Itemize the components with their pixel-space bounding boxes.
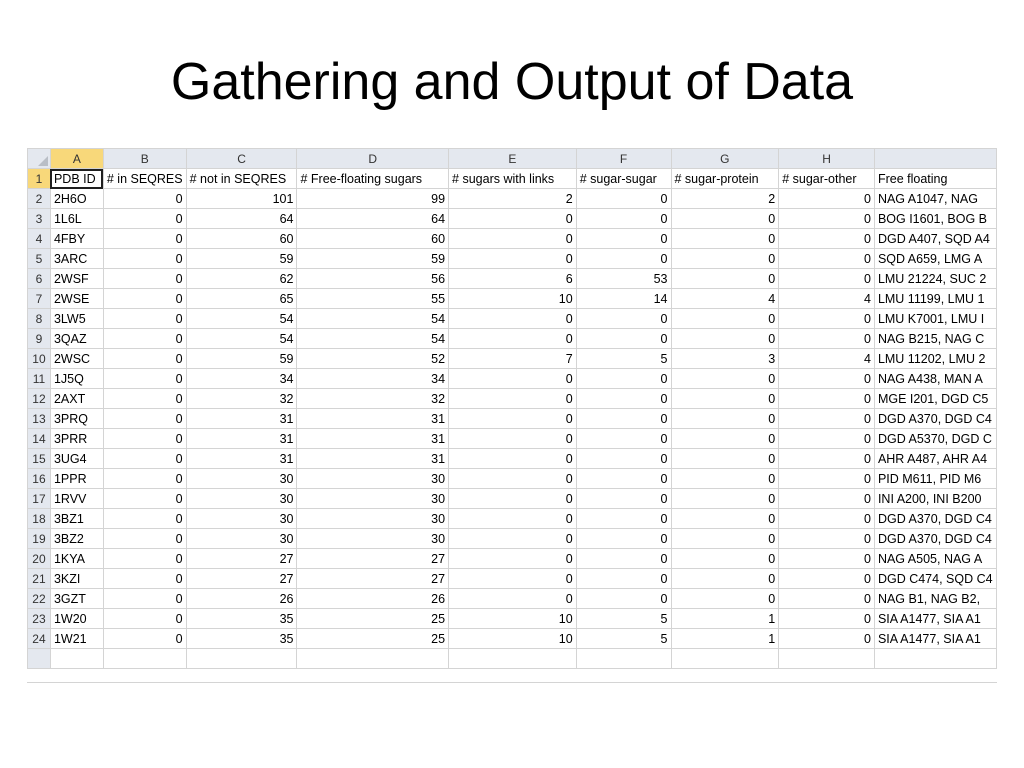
table-cell[interactable]: 0 [576, 509, 671, 529]
table-cell[interactable]: 0 [103, 429, 186, 449]
table-cell[interactable]: 0 [671, 489, 779, 509]
table-cell[interactable]: 0 [449, 509, 577, 529]
row-number-21[interactable]: 21 [28, 569, 51, 589]
table-row [28, 529, 997, 549]
table-cell[interactable]: 1J5Q [50, 369, 103, 389]
table-row [28, 609, 997, 629]
table-cell[interactable]: 0 [779, 509, 875, 529]
table-cell[interactable]: 64 [297, 209, 449, 229]
table-cell[interactable]: 1L6L [50, 209, 103, 229]
column-header-b[interactable]: B [103, 149, 186, 169]
row-number-4[interactable]: 4 [28, 229, 51, 249]
row-number-20[interactable]: 20 [28, 549, 51, 569]
table-cell[interactable]: 30 [297, 489, 449, 509]
table-cell[interactable]: 0 [103, 449, 186, 469]
table-row [28, 489, 997, 509]
table-cell[interactable]: 0 [449, 589, 577, 609]
table-row [28, 309, 997, 329]
row-number-24[interactable]: 24 [28, 629, 51, 649]
table-cell[interactable]: 101 [186, 189, 297, 209]
table-cell[interactable]: 0 [576, 449, 671, 469]
table-cell[interactable]: 30 [186, 509, 297, 529]
table-cell[interactable]: AHR A487, AHR A4 [874, 449, 996, 469]
table-cell[interactable]: 3PRQ [50, 409, 103, 429]
table-row [28, 629, 997, 649]
column-header-f[interactable]: F [576, 149, 671, 169]
row-number-5[interactable]: 5 [28, 249, 51, 269]
column-header-g[interactable]: G [671, 149, 779, 169]
table-cell[interactable]: 4 [779, 349, 875, 369]
table-cell[interactable]: 10 [449, 609, 577, 629]
table-cell[interactable]: 0 [103, 309, 186, 329]
row-number-19[interactable]: 19 [28, 529, 51, 549]
table-cell[interactable]: NAG B1, NAG B2, [874, 589, 996, 609]
table-cell[interactable]: 31 [297, 409, 449, 429]
table-cell[interactable]: 10 [449, 629, 577, 649]
select-all-corner[interactable] [28, 149, 51, 169]
row-number-11[interactable]: 11 [28, 369, 51, 389]
table-cell[interactable]: 3 [671, 349, 779, 369]
table-cell[interactable]: BOG I1601, BOG B [874, 209, 996, 229]
row-number-2[interactable]: 2 [28, 189, 51, 209]
table-cell[interactable]: 0 [103, 389, 186, 409]
table-cell[interactable]: 0 [103, 369, 186, 389]
column-header-h[interactable]: H [779, 149, 875, 169]
table-cell[interactable]: 10 [449, 289, 577, 309]
table-cell[interactable]: 55 [297, 289, 449, 309]
table-cell[interactable]: 0 [779, 429, 875, 449]
table-cell[interactable]: 7 [449, 349, 577, 369]
table-cell[interactable]: 0 [671, 429, 779, 449]
table-cell[interactable]: 0 [449, 229, 577, 249]
table-cell[interactable]: 0 [576, 369, 671, 389]
table-cell[interactable]: 0 [449, 309, 577, 329]
table-cell[interactable]: 0 [779, 329, 875, 349]
table-cell[interactable]: DGD C474, SQD C4 [874, 569, 996, 589]
table-cell[interactable]: 4 [671, 289, 779, 309]
table-cell[interactable]: 1KYA [50, 549, 103, 569]
table-cell[interactable]: 0 [576, 589, 671, 609]
table-cell[interactable]: 0 [449, 409, 577, 429]
table-cell[interactable] [874, 649, 996, 669]
table-cell[interactable]: 0 [576, 569, 671, 589]
table-cell[interactable]: 0 [103, 349, 186, 369]
table-cell[interactable]: 53 [576, 269, 671, 289]
row-number-9[interactable]: 9 [28, 329, 51, 349]
table-cell[interactable]: 0 [779, 589, 875, 609]
table-cell[interactable]: 62 [186, 269, 297, 289]
table-cell[interactable]: 59 [186, 249, 297, 269]
table-cell[interactable]: 0 [779, 629, 875, 649]
table-cell[interactable]: 4 [779, 289, 875, 309]
table-cell[interactable]: INI A200, INI B200 [874, 489, 996, 509]
table-cell[interactable]: 0 [671, 369, 779, 389]
table-cell[interactable]: 27 [297, 569, 449, 589]
table-cell[interactable]: NAG A505, NAG A [874, 549, 996, 569]
spreadsheet-grid [27, 148, 997, 669]
table-cell[interactable]: 3BZ1 [50, 509, 103, 529]
row-number-6[interactable]: 6 [28, 269, 51, 289]
table-cell[interactable]: 0 [671, 309, 779, 329]
table-row [28, 289, 997, 309]
table-cell[interactable]: 0 [103, 329, 186, 349]
table-cell[interactable]: 5 [576, 629, 671, 649]
table-cell[interactable]: 54 [186, 329, 297, 349]
table-cell[interactable]: 0 [576, 429, 671, 449]
table-cell[interactable]: 27 [186, 549, 297, 569]
table-cell[interactable]: LMU 21224, SUC 2 [874, 269, 996, 289]
table-cell[interactable]: 54 [297, 329, 449, 349]
column-header-d[interactable]: D [297, 149, 449, 169]
table-cell[interactable]: 0 [576, 229, 671, 249]
table-row [28, 449, 997, 469]
table-cell[interactable]: 32 [297, 389, 449, 409]
table-cell[interactable]: 1 [671, 629, 779, 649]
table-cell[interactable]: LMU K7001, LMU I [874, 309, 996, 329]
table-row [28, 269, 997, 289]
table-cell[interactable]: 0 [449, 389, 577, 409]
table-cell[interactable]: 31 [186, 449, 297, 469]
table-cell[interactable]: 0 [449, 249, 577, 269]
table-cell[interactable]: 0 [103, 229, 186, 249]
table-cell[interactable]: 52 [297, 349, 449, 369]
table-cell[interactable]: 2WSF [50, 269, 103, 289]
table-cell[interactable]: 32 [186, 389, 297, 409]
table-cell[interactable]: 31 [297, 449, 449, 469]
table-row [28, 249, 997, 269]
table-cell[interactable]: 0 [449, 449, 577, 469]
table-cell[interactable] [103, 649, 186, 669]
table-cell[interactable]: 0 [671, 209, 779, 229]
table-row [28, 509, 997, 529]
table-cell[interactable]: 35 [186, 609, 297, 629]
table-cell[interactable]: 60 [186, 229, 297, 249]
table-cell[interactable]: 0 [779, 189, 875, 209]
column-header-a[interactable]: A [50, 149, 103, 169]
table-cell[interactable]: 0 [449, 209, 577, 229]
table-cell[interactable]: 34 [186, 369, 297, 389]
table-cell[interactable]: 0 [671, 329, 779, 349]
table-cell[interactable]: 26 [186, 589, 297, 609]
table-cell[interactable]: 0 [576, 309, 671, 329]
table-row [28, 409, 997, 429]
table-cell[interactable]: 5 [576, 609, 671, 629]
table-row [28, 229, 997, 249]
table-cell[interactable]: 0 [449, 429, 577, 449]
table-cell[interactable]: 0 [671, 589, 779, 609]
row-number-22[interactable]: 22 [28, 589, 51, 609]
table-row [28, 569, 997, 589]
table-cell[interactable] [186, 649, 297, 669]
table-cell[interactable]: 3LW5 [50, 309, 103, 329]
table-cell[interactable]: 0 [103, 509, 186, 529]
table-row [28, 429, 997, 449]
table-cell[interactable]: 25 [297, 629, 449, 649]
column-header-c[interactable]: C [186, 149, 297, 169]
row-number-15[interactable]: 15 [28, 449, 51, 469]
table-cell[interactable]: 26 [297, 589, 449, 609]
table-row [28, 389, 997, 409]
table-cell[interactable]: 0 [103, 629, 186, 649]
table-cell[interactable]: 2 [449, 189, 577, 209]
table-cell[interactable]: 0 [103, 189, 186, 209]
table-cell[interactable]: 3QAZ [50, 329, 103, 349]
table-cell[interactable] [297, 649, 449, 669]
table-cell[interactable]: 30 [297, 509, 449, 529]
table-cell[interactable]: 0 [449, 569, 577, 589]
table-cell[interactable]: 0 [779, 269, 875, 289]
slide-title: Gathering and Output of Data [170, 53, 854, 111]
table-cell[interactable]: 1PPR [50, 469, 103, 489]
table-cell[interactable]: 0 [779, 389, 875, 409]
table-cell[interactable]: 0 [576, 209, 671, 229]
table-cell[interactable]: 30 [186, 489, 297, 509]
table-cell[interactable]: 64 [186, 209, 297, 229]
table-cell[interactable]: 1W21 [50, 629, 103, 649]
table-cell[interactable]: 0 [671, 569, 779, 589]
table-cell[interactable]: LMU 11202, LMU 2 [874, 349, 996, 369]
table-cell[interactable]: 0 [449, 549, 577, 569]
table-cell[interactable]: 30 [297, 469, 449, 489]
table-cell[interactable]: 0 [671, 249, 779, 269]
table-cell[interactable]: 0 [449, 369, 577, 389]
table-cell[interactable]: 0 [576, 529, 671, 549]
table-cell[interactable]: 0 [103, 269, 186, 289]
table-cell[interactable]: 0 [576, 249, 671, 269]
table-cell[interactable]: 0 [576, 489, 671, 509]
table-cell[interactable]: 2 [671, 189, 779, 209]
table-cell[interactable]: 0 [671, 549, 779, 569]
table-cell[interactable]: NAG B215, NAG C [874, 329, 996, 349]
table-cell[interactable]: 0 [779, 449, 875, 469]
table-cell[interactable]: 2WSC [50, 349, 103, 369]
table-cell[interactable]: 0 [671, 229, 779, 249]
table-cell[interactable]: 31 [297, 429, 449, 449]
table-cell[interactable]: 34 [297, 369, 449, 389]
table-cell[interactable]: 0 [779, 229, 875, 249]
column-header-i[interactable] [874, 149, 996, 169]
table-cell[interactable]: NAG A438, MAN A [874, 369, 996, 389]
header-cell[interactable]: # sugar-protein [671, 169, 779, 189]
table-row [28, 169, 997, 189]
table-cell[interactable]: 2H6O [50, 189, 103, 209]
row-number-8[interactable]: 8 [28, 309, 51, 329]
row-number-18[interactable]: 18 [28, 509, 51, 529]
table-cell[interactable]: 0 [103, 549, 186, 569]
table-cell[interactable]: 65 [186, 289, 297, 309]
table-cell[interactable]: 0 [779, 549, 875, 569]
table-cell[interactable]: 0 [103, 529, 186, 549]
table-cell[interactable]: 0 [671, 409, 779, 429]
row-number-23[interactable]: 23 [28, 609, 51, 629]
table-cell[interactable]: 0 [576, 389, 671, 409]
table-cell[interactable]: 0 [779, 569, 875, 589]
table-cell[interactable]: 0 [779, 369, 875, 389]
table-cell[interactable]: 30 [186, 529, 297, 549]
table-cell[interactable]: 6 [449, 269, 577, 289]
table-cell[interactable] [576, 649, 671, 669]
table-cell[interactable]: LMU 11199, LMU 1 [874, 289, 996, 309]
row-number-10[interactable]: 10 [28, 349, 51, 369]
table-cell[interactable]: 0 [449, 329, 577, 349]
table-cell[interactable]: 0 [779, 489, 875, 509]
row-number-3[interactable]: 3 [28, 209, 51, 229]
table-cell[interactable]: 27 [297, 549, 449, 569]
table-cell[interactable]: 3PRR [50, 429, 103, 449]
table-row [28, 649, 997, 669]
table-cell[interactable]: 0 [671, 469, 779, 489]
column-letter-row [28, 149, 997, 169]
header-cell[interactable]: # not in SEQRES [186, 169, 297, 189]
table-cell[interactable]: 0 [671, 529, 779, 549]
table-cell[interactable]: 5 [576, 349, 671, 369]
table-cell[interactable]: DGD A370, DGD C4 [874, 509, 996, 529]
table-cell[interactable]: 0 [779, 309, 875, 329]
column-header-e[interactable]: E [449, 149, 577, 169]
table-cell[interactable]: DGD A370, DGD C4 [874, 409, 996, 429]
table-cell[interactable]: 3ARC [50, 249, 103, 269]
table-cell[interactable]: 0 [449, 489, 577, 509]
table-cell[interactable]: 0 [576, 189, 671, 209]
header-cell[interactable]: # in SEQRES [103, 169, 186, 189]
table-cell[interactable]: 0 [576, 549, 671, 569]
table-cell[interactable]: 2AXT [50, 389, 103, 409]
table-cell[interactable]: DGD A5370, DGD C [874, 429, 996, 449]
table-cell[interactable] [50, 649, 103, 669]
table-cell[interactable] [671, 649, 779, 669]
table-cell[interactable]: 3GZT [50, 589, 103, 609]
row-number-13[interactable]: 13 [28, 409, 51, 429]
table-cell[interactable]: 0 [449, 469, 577, 489]
table-cell[interactable]: 27 [186, 569, 297, 589]
table-row [28, 329, 997, 349]
table-cell[interactable]: 4FBY [50, 229, 103, 249]
table-row [28, 209, 997, 229]
table-cell[interactable]: 0 [103, 209, 186, 229]
table-cell[interactable]: 60 [297, 229, 449, 249]
table-cell[interactable]: 35 [186, 629, 297, 649]
table-row [28, 589, 997, 609]
table-cell[interactable]: DGD A370, DGD C4 [874, 529, 996, 549]
row-number-12[interactable]: 12 [28, 389, 51, 409]
table-cell[interactable]: 1RVV [50, 489, 103, 509]
table-cell[interactable]: 0 [103, 589, 186, 609]
table-cell[interactable]: 54 [297, 309, 449, 329]
table-cell[interactable]: 0 [779, 609, 875, 629]
header-cell[interactable]: PDB ID [50, 169, 103, 189]
table-cell[interactable]: DGD A407, SQD A4 [874, 229, 996, 249]
table-cell[interactable]: SQD A659, LMG A [874, 249, 996, 269]
table-cell[interactable]: 25 [297, 609, 449, 629]
table-cell[interactable]: 0 [103, 469, 186, 489]
table-row [28, 469, 997, 489]
table-cell[interactable]: 0 [103, 609, 186, 629]
table-cell[interactable]: 1 [671, 609, 779, 629]
row-number-next[interactable] [28, 649, 51, 669]
table-row [28, 349, 997, 369]
table-cell[interactable]: 0 [671, 509, 779, 529]
header-cell[interactable]: Free floating [874, 169, 996, 189]
table-cell[interactable]: 2WSE [50, 289, 103, 309]
table-cell[interactable]: 31 [186, 429, 297, 449]
table-cell[interactable]: 54 [186, 309, 297, 329]
table-cell[interactable] [779, 649, 875, 669]
table-cell[interactable]: 0 [449, 529, 577, 549]
table-row [28, 189, 997, 209]
table-cell[interactable]: 99 [297, 189, 449, 209]
table-cell[interactable]: 0 [779, 469, 875, 489]
row-number-7[interactable]: 7 [28, 289, 51, 309]
table-cell[interactable]: 56 [297, 269, 449, 289]
table-cell[interactable]: 0 [671, 269, 779, 289]
header-cell[interactable]: # sugars with links [449, 169, 577, 189]
header-cell[interactable]: # Free-floating sugars [297, 169, 449, 189]
table-cell[interactable]: 1W20 [50, 609, 103, 629]
table-cell[interactable]: 14 [576, 289, 671, 309]
table-cell[interactable]: 3BZ2 [50, 529, 103, 549]
table-cell[interactable]: 0 [103, 409, 186, 429]
table-cell[interactable]: 3KZI [50, 569, 103, 589]
table-cell[interactable]: NAG A1047, NAG [874, 189, 996, 209]
table-cell[interactable]: 0 [576, 409, 671, 429]
table-cell[interactable]: 31 [186, 409, 297, 429]
table-cell[interactable]: MGE I201, DGD C5 [874, 389, 996, 409]
table-cell[interactable] [449, 649, 577, 669]
table-cell[interactable]: 0 [103, 249, 186, 269]
table-cell[interactable]: 0 [779, 409, 875, 429]
table-cell[interactable]: 0 [103, 569, 186, 589]
header-cell[interactable]: # sugar-sugar [576, 169, 671, 189]
table-cell[interactable]: 0 [671, 389, 779, 409]
table-cell[interactable]: 30 [186, 469, 297, 489]
table-cell[interactable]: 59 [186, 349, 297, 369]
table-cell[interactable]: 0 [779, 529, 875, 549]
table-cell[interactable]: 0 [671, 449, 779, 469]
table-cell[interactable]: 0 [103, 489, 186, 509]
row-number-14[interactable]: 14 [28, 429, 51, 449]
spreadsheet [27, 148, 997, 683]
table-cell[interactable]: 3UG4 [50, 449, 103, 469]
table-cell[interactable]: 0 [779, 209, 875, 229]
row-number-16[interactable]: 16 [28, 469, 51, 489]
table-row [28, 369, 997, 389]
table-cell[interactable]: 0 [576, 329, 671, 349]
row-number-1[interactable]: 1 [28, 169, 51, 189]
table-cell[interactable]: 59 [297, 249, 449, 269]
table-row [28, 549, 997, 569]
table-cell[interactable]: SIA A1477, SIA A1 [874, 629, 996, 649]
table-cell[interactable]: 0 [779, 249, 875, 269]
header-cell[interactable]: # sugar-other [779, 169, 875, 189]
table-cell[interactable]: 30 [297, 529, 449, 549]
table-cell[interactable]: PID M611, PID M6 [874, 469, 996, 489]
table-cell[interactable]: SIA A1477, SIA A1 [874, 609, 996, 629]
table-cell[interactable]: 0 [576, 469, 671, 489]
row-number-17[interactable]: 17 [28, 489, 51, 509]
table-cell[interactable]: 0 [103, 289, 186, 309]
